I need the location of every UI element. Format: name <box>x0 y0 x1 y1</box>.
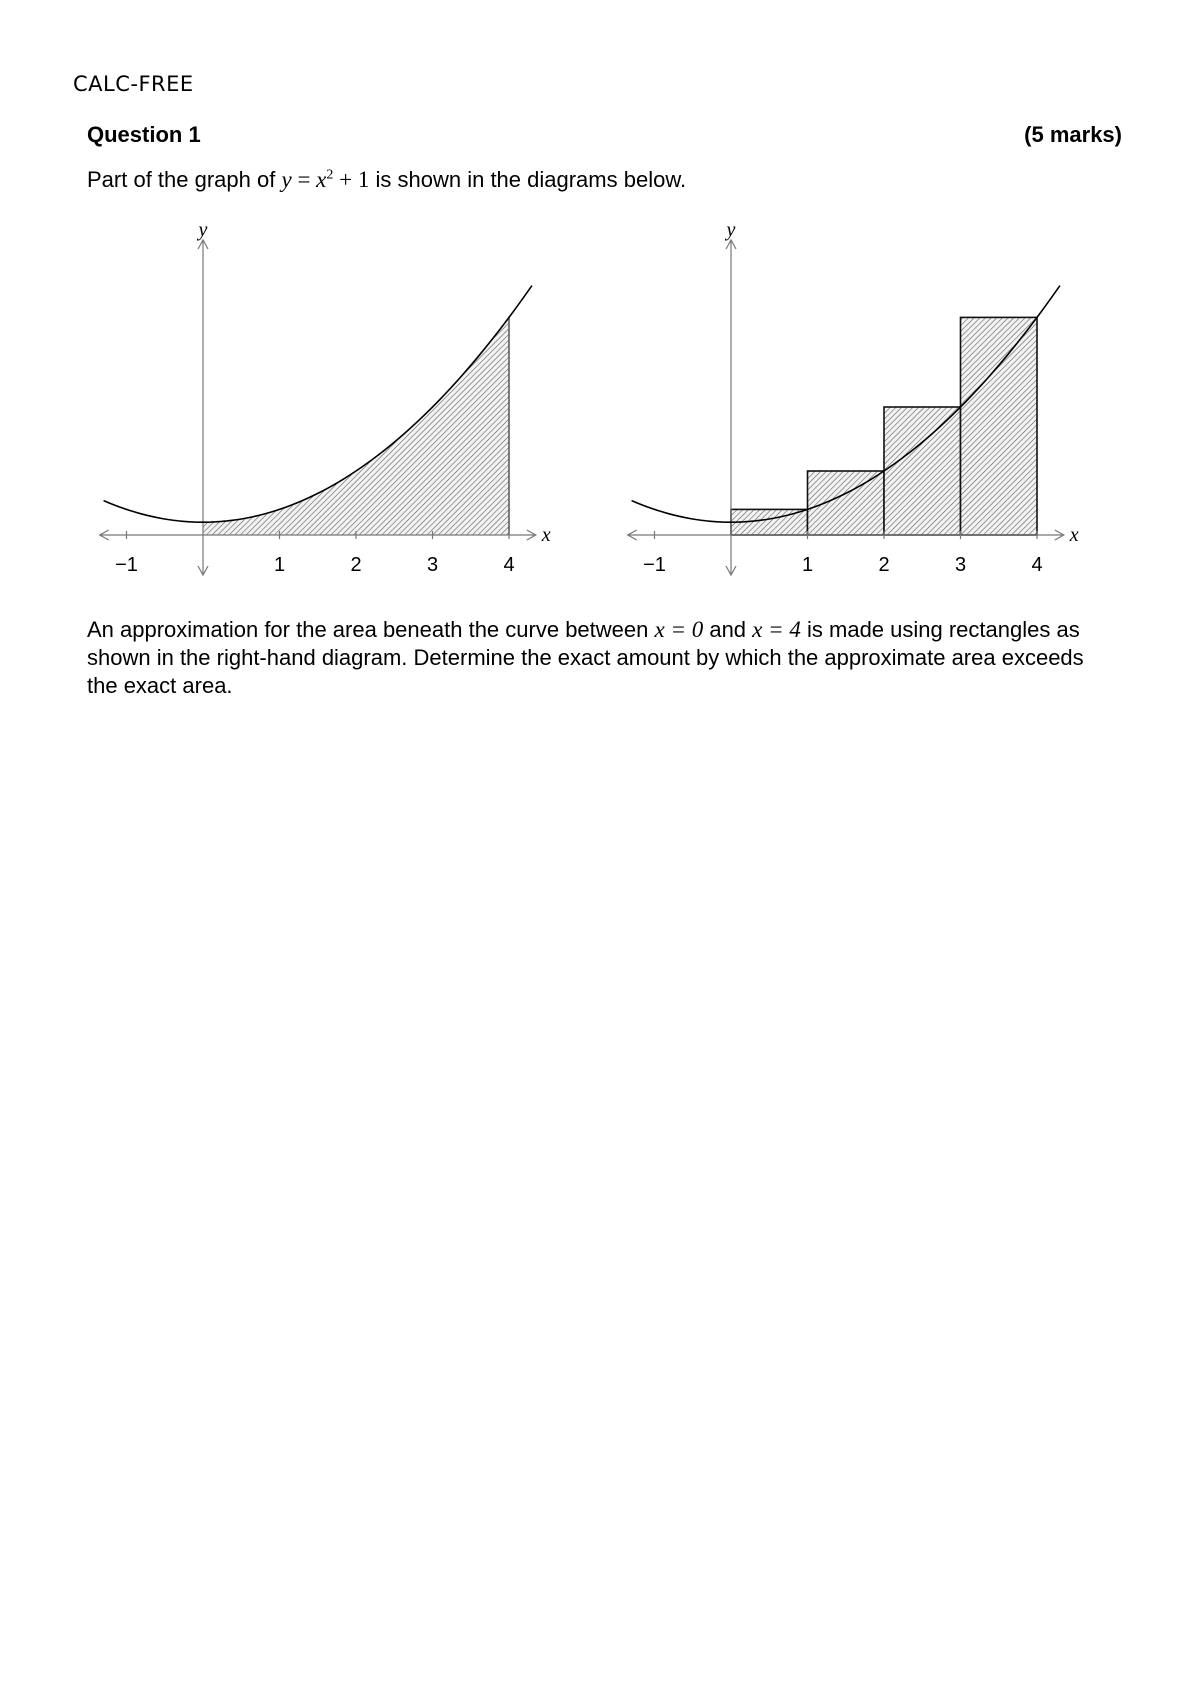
approximation-rectangle-3 <box>884 407 961 535</box>
equation-lhs: y <box>281 167 292 192</box>
approximation-rectangle-4 <box>961 317 1038 535</box>
intro-equation <box>281 167 369 192</box>
x-tick-label: 1 <box>273 554 286 576</box>
question-marks: (5 marks) <box>1024 122 1122 147</box>
question-intro <box>87 167 686 193</box>
left-diagram-svg <box>108 220 578 590</box>
x-tick-label: −1 <box>115 554 138 576</box>
body-x4: x = 4 <box>752 617 801 642</box>
equation-exponent: 2 <box>326 167 334 183</box>
x-tick-label: 2 <box>878 554 890 576</box>
intro-text-before: Part of the graph of <box>87 167 282 192</box>
left-diagram <box>108 220 578 590</box>
right-diagram <box>636 220 1106 590</box>
equation-equals: = <box>291 167 317 192</box>
x-tick-label: 3 <box>954 554 967 576</box>
shaded-region <box>203 317 509 535</box>
question-title: Question 1 <box>87 122 201 147</box>
intro-text-after: is shown in the diagrams below. <box>375 167 687 192</box>
x-axis-name: x <box>541 524 551 546</box>
x-tick-label: 4 <box>1031 554 1043 576</box>
equation-base: x <box>316 167 327 192</box>
x-tick-label: 3 <box>426 554 439 576</box>
x-axis-name: x <box>1069 524 1079 546</box>
body-text-part1: An approximation for the area beneath the curve between <box>87 617 655 642</box>
body-x0: x = 0 <box>654 617 704 642</box>
equation-rest: + 1 <box>333 167 370 192</box>
body-text-part2: is made using rectangles as shown in the right-hand diagram. Determine the exact amount by which the approximate area exceeds the exact area. <box>87 617 1084 698</box>
question-body <box>87 616 1087 700</box>
approximation-rectangle-2 <box>808 471 885 535</box>
y-axis-name: y <box>198 219 208 241</box>
x-tick-label: 4 <box>503 554 515 576</box>
page-header-tag: CALC-FREE <box>73 72 194 96</box>
right-diagram-svg <box>636 220 1106 590</box>
y-axis-name: y <box>726 219 736 241</box>
x-tick-label: 2 <box>350 554 362 576</box>
body-and: and <box>703 617 753 642</box>
x-tick-label: −1 <box>643 554 666 576</box>
x-tick-label: 1 <box>801 554 814 576</box>
